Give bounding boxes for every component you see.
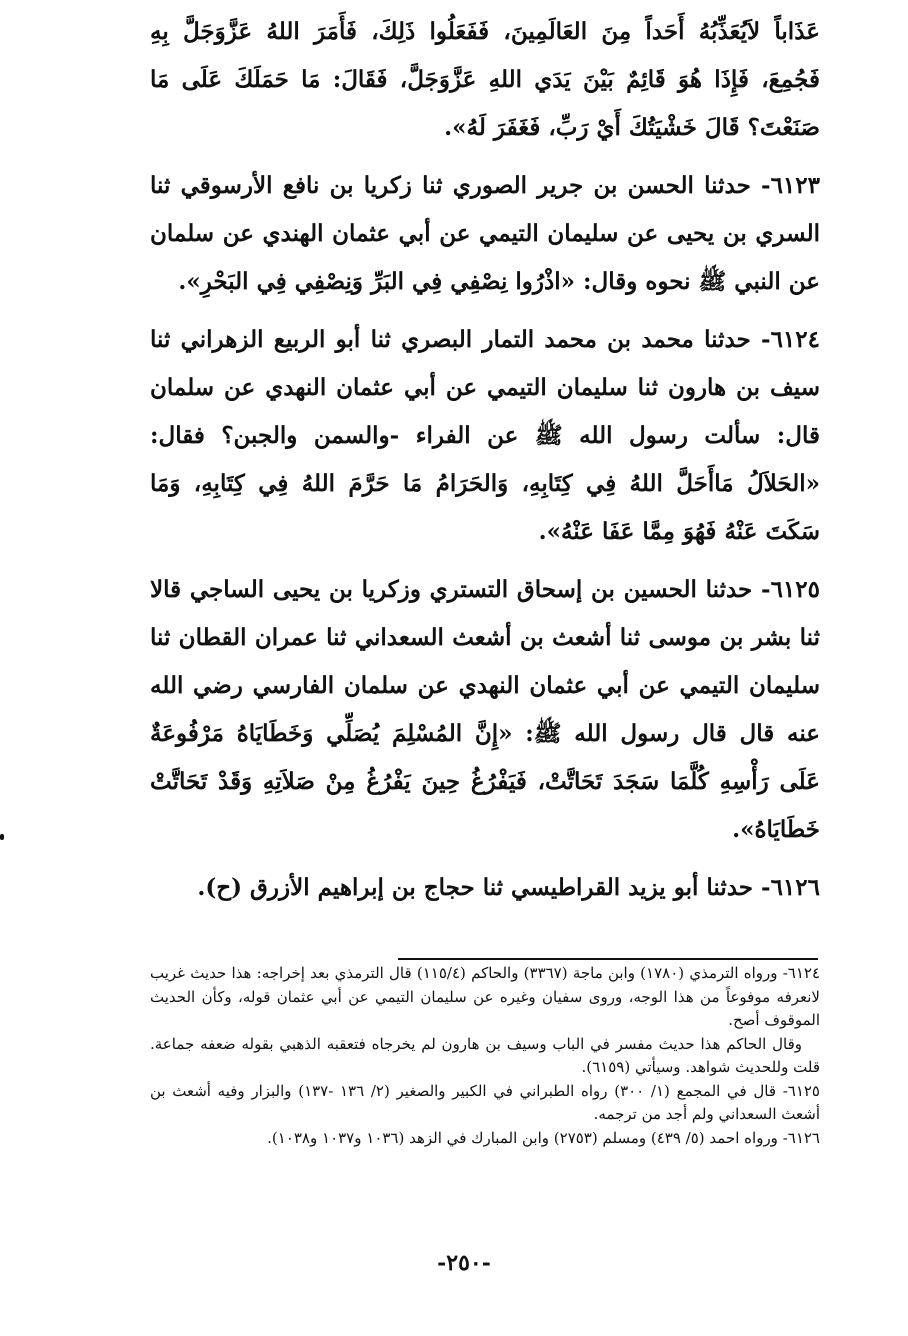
hadith-text: حدثنا محمد بن محمد التمار البصري ثنا أبو الربيع الزهراني ثنا سيف بن هارون ثنا سليمان التيمي عن أبي عثمان النهدي عن سلمان قال: سألت رسول الله ﷺ عن الفراء -والسمن والجبن؟ فقال: «الحَلاَلُ مَاأَحَلَّ اللهُ فِي كِتَابِهِ، وَالحَرَامُ مَا حَرَّمَ اللهُ فِي كِتَابِهِ، وَمَا سَكَتَ عَنْهُ فَهُوَ مِمَّا عَفَا عَنْهُ». — [150, 326, 820, 545]
footnotes — [150, 962, 820, 1150]
main-text — [150, 8, 820, 922]
page-number: -٢٥٠- — [437, 1250, 491, 1276]
paragraph-continuation — [150, 8, 820, 152]
paragraph-text: عَذَاباً لاَيُعَذِّبُهُ أَحَداً مِنَ العَالَمِينَ، فَفَعَلُوا ذَلِكَ، فَأَمَرَ اللهُ عَزَّوَجَلَّ بِهِ فَجُمِعَ، فَإِذَا هُوَ قَائِمٌ بَيْنَ يَدَي اللهِ عَزَّوَجَلَّ، فَقَالَ: مَا حَمَلَكَ عَلَى مَا صَنَعْتَ؟ قَالَ خَشْيَتُكَ أَيْ رَبِّ، فَغَفَرَ لَهُ». — [150, 18, 820, 141]
hadith-text: حدثنا أبو يزيد القراطيسي ثنا حجاج بن إبراهيم الأزرق (ح). — [197, 874, 754, 901]
footnote-6124: ٦١٢٤- ورواه الترمذي (١٧٨٠) وابن ماجة (٣٣٦٧) والحاكم (١١٥/٤) قال الترمذي بعد إخراجه: هذا حديث غريب لانعرفه موفوعاً من هذا الوجه، وروى سفيان وغيره عن سليمان التيمي عن أبي عثمان قوله، وكأن الحديث الموقوف أصح. — [150, 964, 821, 1029]
hadith-text: حدثنا الحسين بن إسحاق التستري وزكريا بن يحيى الساجي قالا ثنا بشر بن موسى ثنا أشعث بن أشعث السعداني ثنا عمران القطان ثنا سليمان التيمي عن أبي عثمان النهدي عن سلمان الفارسي رضي الله عنه قال قال رسول الله ﷺ: «إِنَّ المُسْلِمَ يُصَلِّي وَخَطَايَاهُ مَرْفُوعَةٌ عَلَى رَأْسِهِ كُلَّمَا سَجَدَ تَحَاتَّتْ، فَيَفْرُغُ حِينَ يَفْرُغُ مِنْ صَلاَتِهِ وَقَدْ تَحَاتَّتْ خَطَايَاهُ». — [150, 576, 820, 843]
footnote-6126: ٦١٢٦- ورواه احمد (٥/ ٤٣٩) ومسلم (٢٧٥٣) وابن المبارك في الزهد (١٠٣٦ و١٠٣٧ و١٠٣٨). — [267, 1128, 820, 1147]
footnote-divider — [398, 958, 818, 960]
hadith-6125 — [150, 566, 820, 854]
hadith-number: ٦١٢٥- — [761, 576, 820, 603]
footnote-6125: ٦١٢٥- قال في المجمع (١/ ٣٠٠) رواه الطبراني في الكبير والصغير (٢/ ١٣٦ -١٣٧) والبزار وفيه أشعث بن أشعث السعداني ولم أجد من ترجمه. — [150, 1081, 820, 1123]
hadith-6124 — [150, 316, 820, 556]
hadith-text: حدثنا الحسن بن جرير الصوري ثنا زكريا بن نافع الأرسوقي ثنا السري بن يحيى عن سليمان التيمي عن أبي عثمان الهندي عن سلمان عن النبي ﷺ نحوه وقال: «اذْرُوا نِصْفِي فِي البَرِّ وَنِصْفِي فِي البَحْرِ». — [150, 172, 820, 295]
margin-mark — [0, 834, 4, 840]
footnote-6124-continued: وقال الحاكم هذا حديث مفسر في الباب وسيف بن هارون لم يخرجاه فتعقبه الذهبي بقوله ضعفه جماعة. قلت وللحديث شواهد. وسيأتي (٦١٥٩). — [150, 1034, 820, 1076]
hadith-number: ٦١٢٣- — [761, 172, 820, 199]
hadith-number: ٦١٢٤- — [761, 326, 820, 353]
hadith-6126 — [150, 864, 820, 912]
hadith-6123 — [150, 162, 820, 306]
hadith-number: ٦١٢٦- — [761, 874, 820, 901]
